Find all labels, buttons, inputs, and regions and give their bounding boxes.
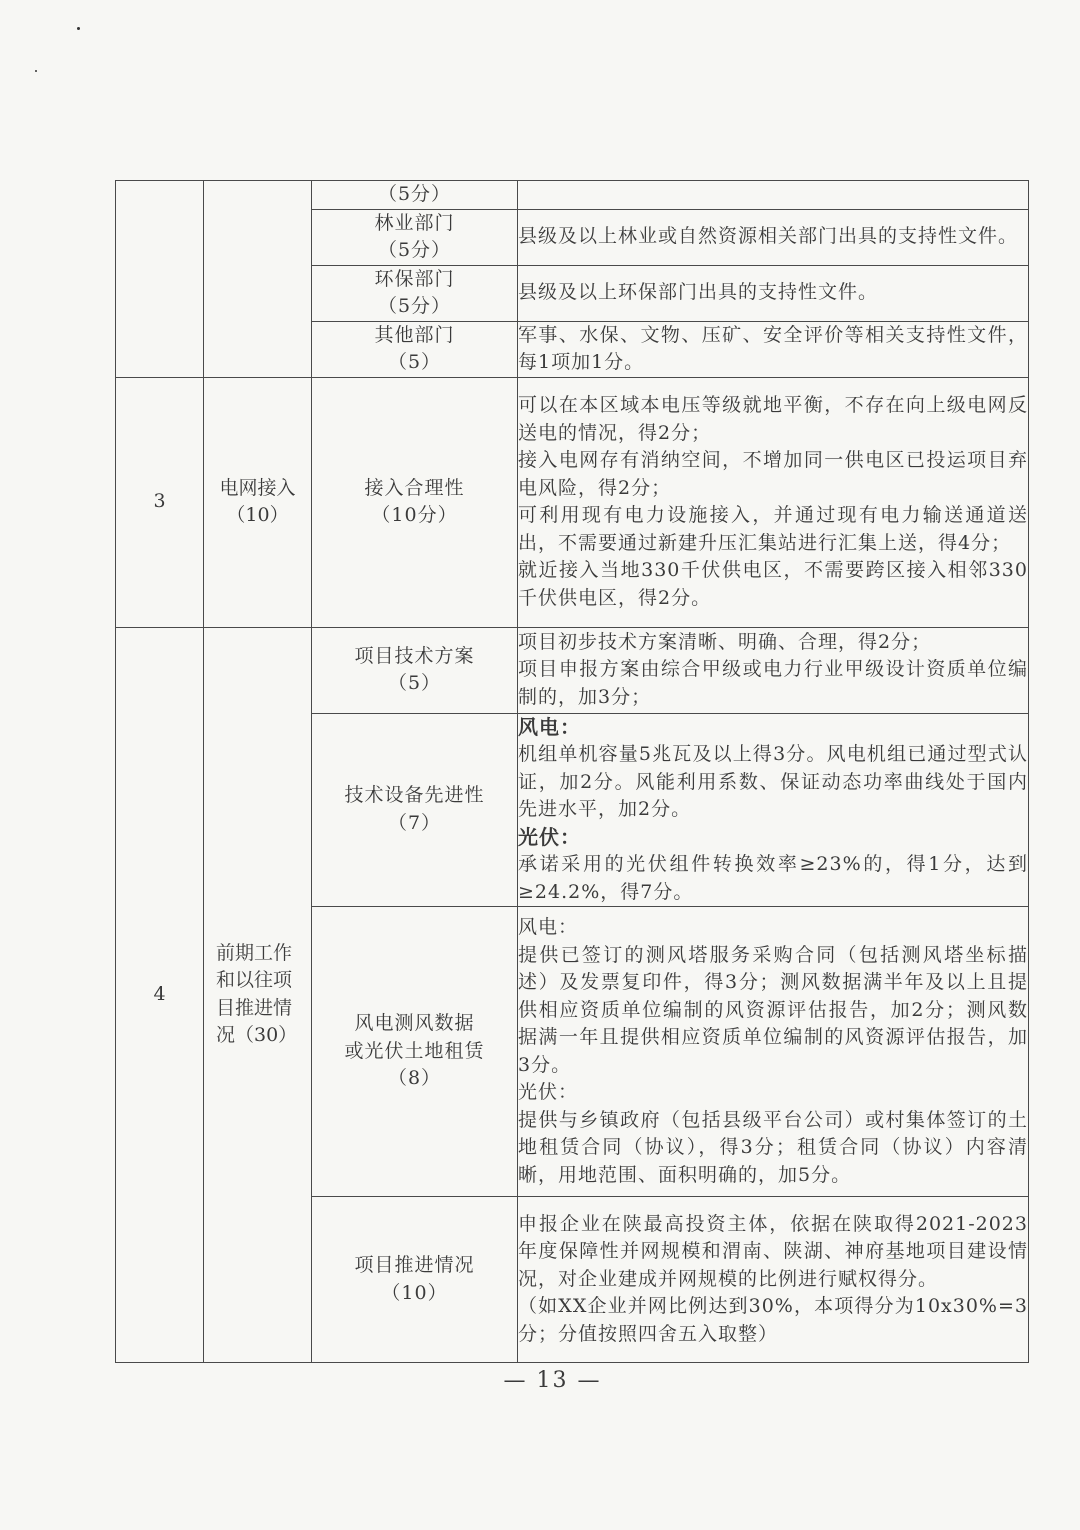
item-cell: 技术设备先进性 （7） <box>312 713 518 907</box>
item-cell: 项目推进情况 （10） <box>312 1197 518 1363</box>
desc-cell: 军事、水保、文物、压矿、安全评价等相关支持性文件，每1项加1分。 <box>518 321 1029 377</box>
scan-speck <box>77 27 80 30</box>
category-cell: 前期工作 和以往项 目推进情 况（30） <box>204 627 312 1363</box>
item-cell: 环保部门 （5分） <box>312 265 518 321</box>
desc-cell <box>518 181 1029 210</box>
desc-cell: 风电： 提供已签订的测风塔服务采购合同（包括测风塔坐标描述）及发票复印件，得3分；测风数据满半年及以上且提供相应资质单位编制的风资源评估报告，加2分；测风数据满一年且提供相应资质单位编制的风资源评估报告，加3分。 光伏： 提供与乡镇政府（包括县级平台公司）或村集体签订的土地租赁合同（协议），得3分；租赁合同（协议）内容清晰，用地范围、面积明确的，加5分。 <box>518 907 1029 1197</box>
pv-label: 光伏： <box>518 824 581 849</box>
desc-cell: 县级及以上林业或自然资源相关部门出具的支持性文件。 <box>518 209 1029 265</box>
category-cell: 电网接入 （10） <box>204 377 312 627</box>
wind-label: 风电： <box>518 714 581 739</box>
page-number: — 13 — <box>503 1368 602 1393</box>
pv-label: 光伏： <box>518 1081 579 1103</box>
scoring-table <box>115 180 1029 1363</box>
desc-cell: 可以在本区域本电压等级就地平衡，不存在向上级电网反送电的情况，得2分； 接入电网存有消纳空间，不增加同一供电区已投运项目弃电风险，得2分； 可利用现有电力设施接入，并通过现有电力输送通道送出，不需要通过新建升压汇集站进行汇集上送，得4分； 就近接入当地330千伏供电区，不需要跨区接入相邻330千伏供电区，得2分。 <box>518 377 1029 627</box>
item-cell: （5分） <box>312 181 518 210</box>
desc-cell: 县级及以上环保部门出具的支持性文件。 <box>518 265 1029 321</box>
item-cell: 林业部门 （5分） <box>312 209 518 265</box>
number-cell: 4 <box>116 627 204 1363</box>
item-cell: 项目技术方案 （5） <box>312 627 518 713</box>
number-cell <box>116 181 204 378</box>
desc-cell: 风电： 机组单机容量5兆瓦及以上得3分。风电机组已通过型式认证，加2分。风能利用系数、保证动态功率曲线处于国内先进水平，加2分。 光伏： 承诺采用的光伏组件转换效率≥23%的，得1分，达到≥24.2%，得7分。 <box>518 713 1029 907</box>
item-cell: 接入合理性 （10分） <box>312 377 518 627</box>
item-cell: 其他部门 （5） <box>312 321 518 377</box>
table-row <box>116 377 1029 627</box>
wind-label: 风电： <box>518 916 579 938</box>
scan-speck <box>35 70 37 72</box>
table-row <box>116 627 1029 713</box>
category-cell <box>204 181 312 378</box>
item-cell: 风电测风数据 或光伏土地租赁 （8） <box>312 907 518 1197</box>
desc-cell: 项目初步技术方案清晰、明确、合理，得2分； 项目申报方案由综合甲级或电力行业甲级设计资质单位编制的，加3分； <box>518 627 1029 713</box>
table-row <box>116 181 1029 210</box>
number-cell: 3 <box>116 377 204 627</box>
desc-cell: 申报企业在陕最高投资主体，依据在陕取得2021-2023年度保障性并网规模和渭南、陕湖、神府基地项目建设情况，对企业建成并网规模的比例进行赋权得分。 （如XX企业并网比例达到30%，本项得分为10x30%=3分；分值按照四舍五入取整） <box>518 1197 1029 1363</box>
